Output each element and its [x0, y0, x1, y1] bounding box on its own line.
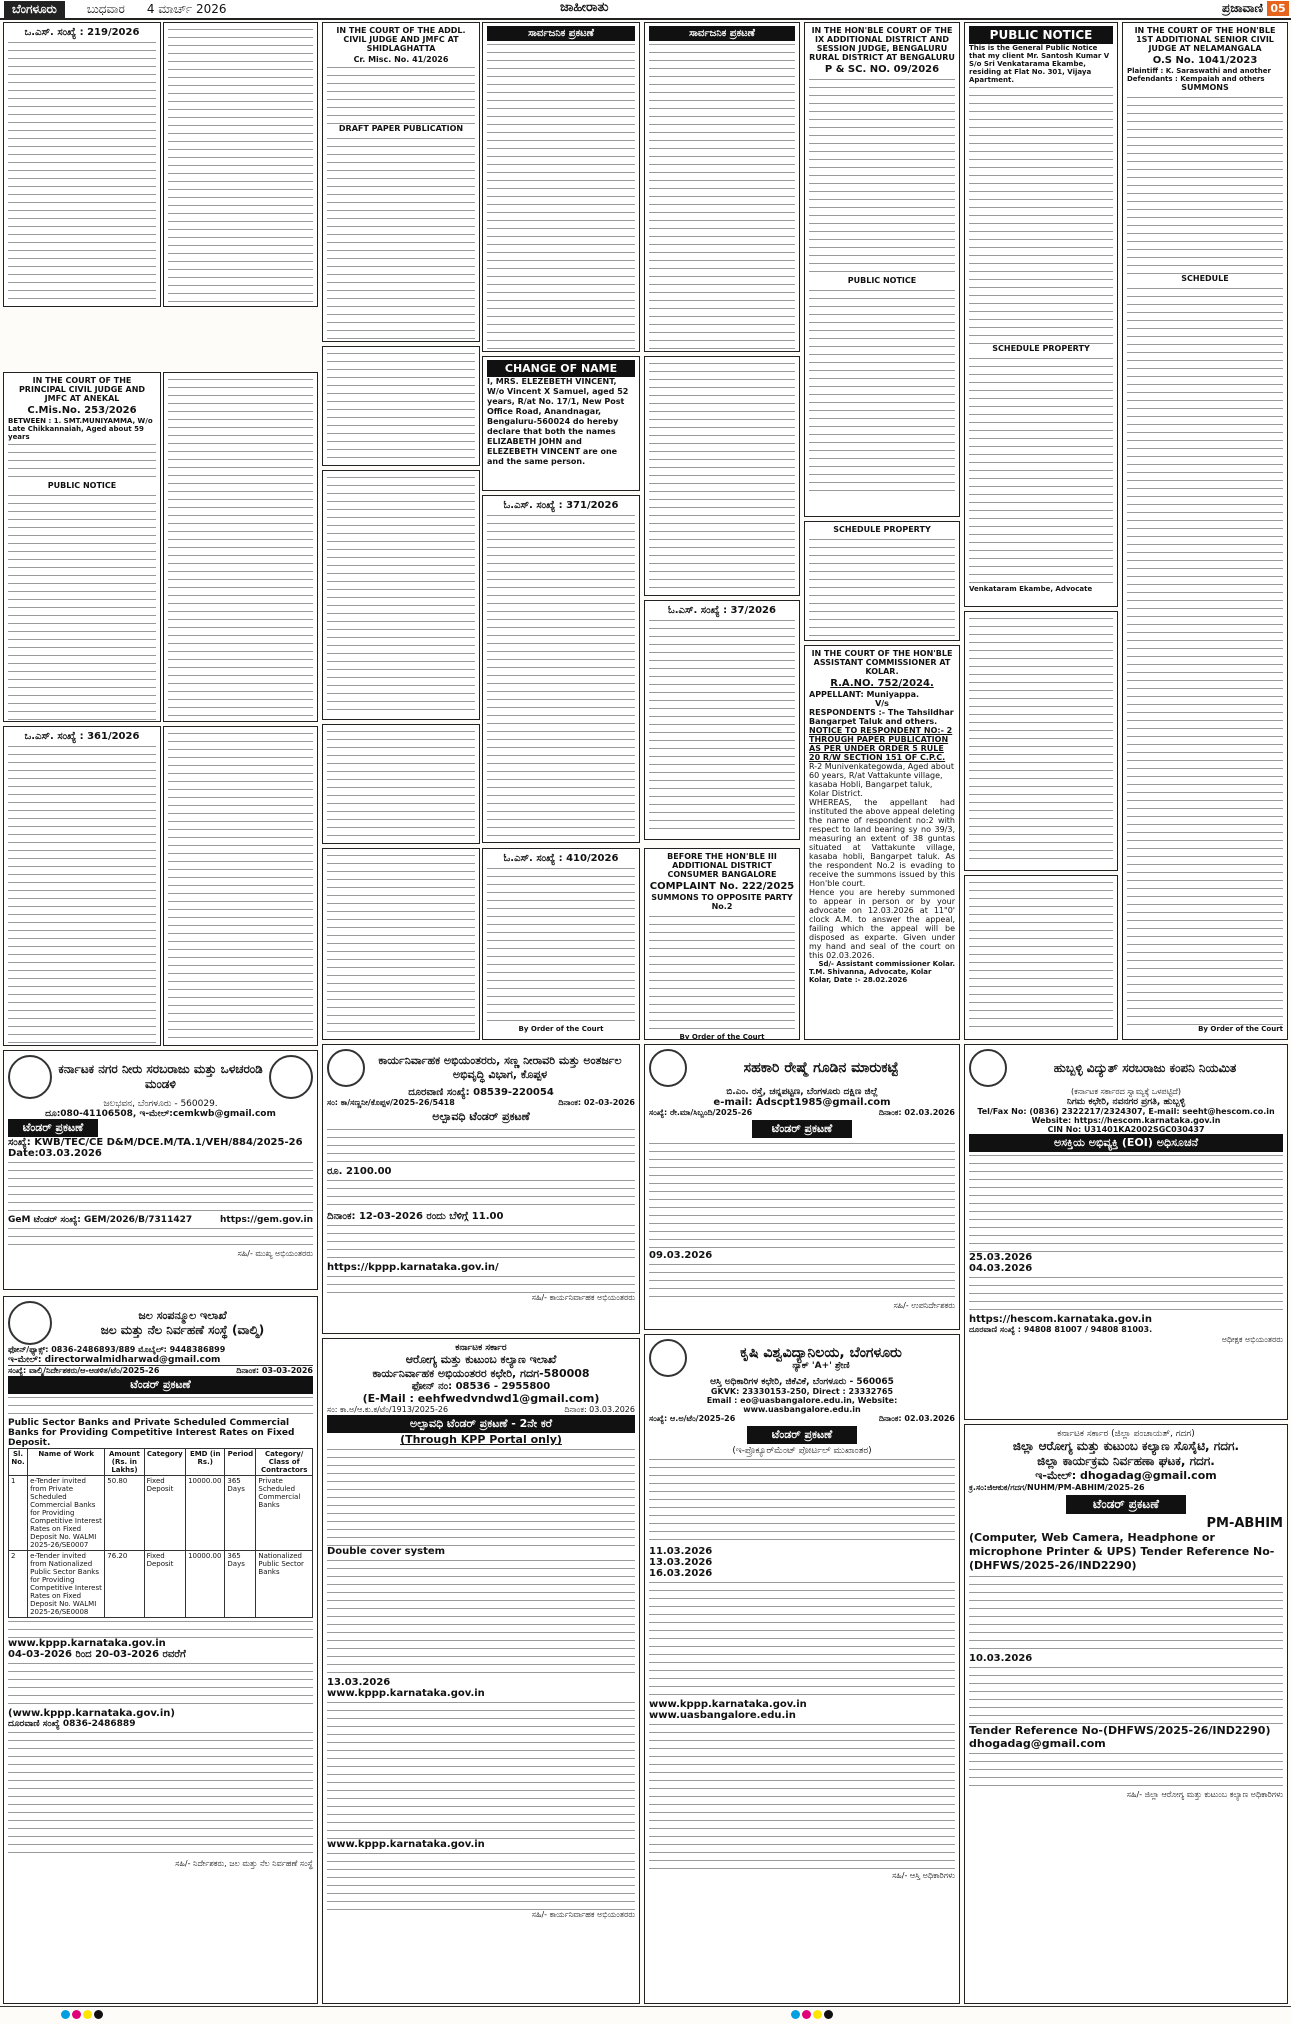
weekday: ಬುಧವಾರ [86, 1, 125, 16]
signature: By Order of the Court [1198, 1025, 1283, 1033]
cell: 365 Days [225, 1551, 256, 1618]
th-emd: EMD (in Rs.) [186, 1449, 225, 1476]
hence-text: Hence you are hereby summoned to appear in person or by your advocate on 12.03.2026 at 11"0' clock A.M. to answer the appeal, failing which the appeal will be disposed as exparte. Given under my hand and seal of the court on this 02.03.2026. [809, 888, 955, 960]
th-amount: Amount (Rs. in Lakhs) [105, 1449, 144, 1476]
date: 4 ಮಾರ್ಚ್ 2026 [146, 1, 227, 16]
due-date: 09.03.2026 [649, 1250, 713, 1261]
dates: ದಿನಾಂಕ: 12-03-2026 ರಂದು ಬೆಳಿಗ್ಗೆ 11.00 [327, 1211, 504, 1222]
cover-system: Double cover system [327, 1546, 446, 1557]
koppal-tender-ad [322, 1044, 640, 1334]
ref-date: ದಿನಾಂಕ: 02-03-2026 [558, 1098, 635, 1107]
address: ಆಸ್ತಿ ಅಧಿಕಾರಿಗಳ ಕಛೇರಿ, ಜಿಕೆವಿಕೆ, ಬೆಂಗಳೂರು - 560065 [710, 1377, 894, 1387]
date-2: 04.03.2026 [969, 1263, 1033, 1274]
portal-url-2[interactable]: (www.kppp.karnataka.gov.in) [8, 1708, 175, 1719]
ref-date: ದಿನಾಂಕ: 03-03-2026 [236, 1366, 313, 1375]
portal-url[interactable]: www.kppp.karnataka.gov.in [327, 1688, 485, 1699]
defendants: Defendants : Kempaiah and others [1127, 75, 1265, 83]
court-notice-6c [964, 875, 1118, 1040]
silk-market-tender-ad [644, 1044, 960, 1330]
court-notice-6b [964, 611, 1118, 871]
phone: ದೂರವಾಣಿ ಸಂಖ್ಯೆ: 08539-220054 [408, 1087, 554, 1098]
ref-number: ಕ್ರ.ಸಂ:ಜಿಆಕುಕ/ಗದಗ/NUHM/PM-ABHIM/2025-26 [969, 1483, 1145, 1492]
portal-url[interactable]: https://hescom.karnataka.gov.in [969, 1314, 1152, 1325]
tender-title: ಟೆಂಡರ್ ಪ್ರಕಟಣೆ [8, 1119, 98, 1137]
org-name: ಕಾರ್ಯನಿರ್ವಾಹಕ ಅಭಿಯಂತರರು, ಸಣ್ಣ ನೀರಾವರಿ ಮತ್ತು ಅಂತರ್ಜಲ ಅಭಿವೃದ್ಧಿ ವಿಭಾಗ, ಕೊಪ್ಪಳ [378, 1054, 622, 1081]
cell: 76.20 [105, 1551, 144, 1618]
email[interactable]: e-mail: Adscpt1985@gmail.com [713, 1097, 891, 1108]
tender-title: ಅಲ್ಪಾವಧಿ ಟೆಂಡರ್ ಪ್ರಕಟಣೆ [432, 1110, 530, 1123]
change-title: CHANGE OF NAME [487, 360, 635, 377]
case-number: COMPLAINT No. 222/2025 [649, 881, 795, 892]
portal-url-2[interactable]: www.uasbangalore.edu.in [649, 1710, 796, 1721]
tender-title: ಟೆಂಡರ್ ಪ್ರಕಟಣೆ [8, 1376, 313, 1394]
court-notice-1f [163, 726, 318, 1046]
email-2[interactable]: dhogadag@gmail.com [969, 1737, 1106, 1750]
court-notice-1d [163, 372, 318, 722]
notice-head: ಸಾರ್ವಜನಿಕ ಪ್ರಕಟಣೆ [649, 26, 795, 41]
signature: Sd/- Assistant commissioner Kolar. [818, 960, 955, 968]
tender-title: ಟೆಂಡರ್ ಪ್ರಕಟಣೆ [752, 1120, 852, 1138]
email[interactable]: ಇ-ಮೇಲ್: directorwalmidharwad@gmail.com [8, 1355, 221, 1365]
public-notice-ad [964, 22, 1118, 607]
scheme: PM-ABHIM [1206, 1516, 1283, 1531]
amount: ರೂ. 2100.00 [327, 1166, 392, 1177]
registration-marks-right [790, 2007, 834, 2024]
court-notice-shidlaghatta [322, 22, 480, 342]
org-sub: (ಕರ್ನಾಟಕ ಸರ್ಕಾರದ ಸ್ವಾಮ್ಯಕ್ಕೆ ಒಳಪಟ್ಟಿದೆ) [1071, 1087, 1181, 1096]
court-notice-4c [644, 600, 800, 840]
schedule-property [804, 521, 960, 641]
case-number: ಓ.ಎಸ್. ಸಂಖ್ಯೆ : 371/2026 [503, 500, 619, 511]
case-number: ಓ.ಎಸ್. ಸಂಖ್ಯೆ : 410/2026 [503, 853, 619, 864]
case-number: C.Mis.No. 253/2026 [27, 405, 137, 416]
schedule-title: SCHEDULE [1181, 274, 1229, 283]
notice-text: This is the General Public Notice that my client Mr. Santosh Kumar V S/o Sri Venkatarama Ekambe, residing at Flat No. 301, Vijaya Apartment. [969, 44, 1110, 84]
court-name: IN THE COURT OF THE HON'BLE 1ST ADDITIONAL SENIOR CIVIL JUDGE AT NELAMANGALA [1134, 26, 1276, 53]
email[interactable]: ಇ-ಮೇಲ್: dhogadag@gmail.com [1035, 1469, 1217, 1482]
signature: ಸಹಿ/- ಮುಖ್ಯ ಅಭಿಯಂತರರು [237, 1249, 313, 1258]
between-text: BETWEEN : 1. SMT.MUNIYAMMA, W/o Late Chikkannaiah, Aged about 59 years [8, 417, 153, 441]
cell: Fixed Deposit [144, 1551, 185, 1618]
gov-name: ಕರ್ನಾಟಕ ಸರ್ಕಾರ (ಜಿಲ್ಲಾ ಪಂಚಾಯತ್, ಗದಗ) [1057, 1429, 1195, 1439]
schedule-title: SCHEDULE PROPERTY [992, 344, 1090, 353]
notice-title: PUBLIC NOTICE [47, 481, 117, 490]
org-name: ಆರೋಗ್ಯ ಮತ್ತು ಕುಟುಂಬ ಕಲ್ಯಾಣ ಇಲಾಖೆ [405, 1353, 557, 1366]
paper-name: ಪ್ರಜಾವಾಣಿ [1222, 1, 1263, 15]
due-date: 10.03.2026 [969, 1653, 1033, 1664]
notice-title: PUBLIC NOTICE [847, 276, 917, 285]
phone: ದೂರವಾಣಿ ಸಂಖ್ಯೆ : 94808 81007 / 94808 81003. [969, 1325, 1153, 1334]
signature: ಸಹಿ/- ಕಾರ್ಯನಿರ್ವಾಹಕ ಅಭಿಯಂತರರು [531, 1910, 635, 1919]
ref-date: Date:03.03.2026 [8, 1148, 102, 1159]
tender-title: ಟೆಂಡರ್ ಪ್ರಕಟಣೆ [1066, 1495, 1186, 1514]
court-notice-1b [163, 22, 318, 307]
org-name: ಸಹಕಾರಿ ರೇಷ್ಮೆ ಗೂಡಿನ ಮಾರುಕಟ್ಟೆ [743, 1060, 899, 1076]
address: ಬಿ.ಎಂ. ರಸ್ತೆ, ಚನ್ನಪಟ್ಟಣ, ಬೆಂಗಳೂರು ದಕ್ಷಿಣ ಜಿಲ್ಲೆ [726, 1087, 878, 1097]
th-slno: Sl. No. [9, 1449, 28, 1476]
gadag-fw-tender-ad [322, 1338, 640, 2004]
ref-number: ಸಂಖ್ಯೆ: KWB/TEC/CE D&M/DCE.M/TA.1/VEH/884/2025-26 [8, 1137, 303, 1148]
court-notice-anekal [3, 372, 161, 722]
org-sub: ಜಲ ಮತ್ತು ನೆಲ ನಿರ್ವಹಣೆ ಸಂಸ್ಥೆ (ವಾಲ್ಮಿ) [100, 1322, 265, 1337]
case-number: Cr. Misc. No. 41/2026 [353, 55, 449, 64]
schedule-title: SCHEDULE PROPERTY [833, 525, 931, 534]
case-number: ಓ.ಎಸ್. ಸಂಖ್ಯೆ : 37/2026 [668, 605, 776, 616]
signature: By Order of the Court [518, 1025, 604, 1033]
karnataka-emblem-icon [8, 1301, 52, 1345]
email[interactable]: (E-Mail : eehfwedvndwd1@gmail.com) [362, 1392, 600, 1405]
appellant: APPELLANT: Muniyappa. [809, 690, 920, 699]
court-notice-4a [644, 22, 800, 352]
uas-tender-ad [644, 1334, 960, 2004]
due-date: 13.03.2026 [327, 1677, 391, 1688]
page-number: 05 [1267, 1, 1289, 16]
registration-marks-left [60, 2007, 104, 2024]
cin: CIN No: U31401KA2002SGC030437 [1047, 1125, 1205, 1134]
org-name: ಕೃಷಿ ವಿಶ್ವವಿದ್ಯಾನಿಲಯ, ಬೆಂಗಳೂರು [740, 1345, 902, 1361]
case-number: P & SC. NO. 09/2026 [824, 64, 940, 75]
section-title: ಜಾಹೀರಾತು [560, 0, 609, 15]
notice-heading: NOTICE TO RESPONDENT NO:- 2 THROUGH PAPER PUBLICATION AS PER UNDER ORDER 5 RULE 20 R/W SECTION 151 OF C.P.C. [809, 726, 953, 762]
court-notice-kolar-ac [804, 645, 960, 1040]
table-row [9, 1476, 313, 1551]
date-3: 16.03.2026 [649, 1568, 713, 1579]
signature: ಸಹಿ/- ಆಸ್ತಿ ಅಧಿಕಾರಿಗಳು [892, 1871, 955, 1880]
court-notice-bengaluru-rural [804, 22, 960, 517]
phone: GKVK: 23330153-250, Direct : 23332765 [710, 1387, 894, 1396]
date-2: 13.03.2026 [649, 1557, 713, 1568]
address: ಜಲಭವನ, ಬೆಂಗಳೂರು - 560029. [103, 1099, 218, 1109]
tender-table [8, 1448, 313, 1618]
ref-date: ದಿನಾಂಕ: 02.03.2026 [878, 1108, 955, 1117]
gem-url[interactable]: https://gem.gov.in [220, 1215, 313, 1225]
page-header [0, 0, 1291, 20]
org-sub: ಜಿಲ್ಲಾ ಕಾರ್ಯಕ್ರಮ ನಿರ್ವಹಣಾ ಘಟಕ, ಗದಗ. [1037, 1454, 1215, 1468]
tender-title: ಅಲ್ಪಾವಧಿ ಟೆಂಡರ್ ಪ್ರಕಟಣೆ - 2ನೇ ಕರೆ [327, 1415, 635, 1433]
org-name: ಜಿಲ್ಲಾ ಆರೋಗ್ಯ ಮತ್ತು ಕುಟುಂಬ ಕಲ್ಯಾಣ ಸೊಸೈಟಿ, ಗದಗ. [1012, 1439, 1240, 1453]
org-name: ಜಲ ಸಂಪನ್ಮೂಲ ಇಲಾಖೆ [138, 1308, 227, 1322]
items: (Computer, Web Camera, Headphone or microphone Printer & UPS) Tender Reference No-(DHFWS/2025-26/IND2290) [969, 1531, 1275, 1572]
ref-number: ಸಂಖ್ಯೆ: ವಾಲ್ಮಿ/ನಿರ್ದೇಶಕರು/ಆ-ಆಡಳಿತ/ಟೆಂ/2025-26 [8, 1366, 160, 1375]
tel: Tel/Fax No: (0836) 2322217/2324307, E-mail: seeht@hescom.co.in [977, 1107, 1275, 1116]
court-notice-1a [3, 22, 161, 307]
cell: 1 [9, 1476, 28, 1551]
court-notice-2c [322, 470, 480, 720]
contact: ದೂ:080-41106508, ಇ-ಮೇಲ್:cemkwb@gmail.com [45, 1109, 276, 1119]
tender-title: ಟೆಂಡರ್ ಪ್ರಕಟಣೆ [747, 1426, 857, 1444]
phone: ಫೋನ್ ನಂ: 08536 - 2955800 [411, 1381, 551, 1392]
ref-number: ಸಂಖ್ಯೆ: ಆ.ಅ/ಟೆಂ/2025-26 [649, 1414, 736, 1423]
notice-title: PUBLIC NOTICE [969, 26, 1113, 44]
web[interactable]: Email : eo@uasbangalore.edu.in, Website: www.uasbangalore.edu.in [706, 1396, 898, 1414]
court-name: IN THE COURT OF THE HON'BLE ASSISTANT COMMISSIONER AT KOLAR. [811, 649, 953, 676]
tender-sub: (ಇ-ಪ್ರೊಕ್ಯೂರ್‌ಮೆಂಟ್ ಪೋರ್ಟಲ್ ಮುಖಾಂತರ) [732, 1446, 872, 1456]
case-number: R.A.NO. 752/2024. [830, 678, 934, 689]
grade: ನ್ಯಾಕ್ 'A+' ಶ್ರೇಣಿ [792, 1361, 850, 1371]
tender-note: Public Sector Banks and Private Scheduled Commercial Banks for Providing Competitive Interest Rates on Fixed Deposit. [8, 1418, 295, 1448]
portal-url[interactable]: www.kppp.karnataka.gov.in [649, 1699, 807, 1710]
court-name: IN THE HON'BLE COURT OF THE IX ADDITIONAL DISTRICT AND SESSION JUDGE, BENGALURU RURAL DISTRICT AT BENGALURU [809, 26, 955, 62]
date-1: 11.03.2026 [649, 1546, 713, 1557]
ref-date: ದಿನಾಂಕ: 03.03.2026 [564, 1405, 635, 1414]
signature: ಸಹಿ/- ಕಾರ್ಯನಿರ್ವಾಹಕ ಅಭಿಯಂತರರು [531, 1293, 635, 1302]
case-number: ಒ.ಎಸ್. ಸಂಖ್ಯೆ : 219/2026 [24, 27, 140, 38]
org-name: ಹುಬ್ಬಳ್ಳಿ ವಿದ್ಯುತ್ ಸರಬರಾಜು ಕಂಪನಿ ನಿಯಮಿತ [1053, 1060, 1237, 1075]
cell: 10000.00 [186, 1476, 225, 1551]
case-number: O.S No. 1041/2023 [1152, 55, 1258, 66]
kuwssb-logo-icon [8, 1055, 52, 1099]
web[interactable]: Website: https://hescom.karnataka.gov.in [1031, 1116, 1221, 1125]
plaintiff: Plaintiff : K. Saraswathi and another [1127, 67, 1271, 75]
tender-title: ಅಸಕ್ತಿಯ ಅಭಿವ್ಯಕ್ತಿ (EOI) ಅಧಿಸೂಚನೆ [969, 1134, 1283, 1152]
th-work: Name of Work [28, 1449, 105, 1476]
ref-number: ಸಂಖ್ಯೆ: ರೇ.ಮಾ/ಸಿಬ್ಬಂದಿ/2025-26 [649, 1108, 753, 1117]
respondents: RESPONDENTS :- The Tahsildhar Bangarpet Taluk and others. [809, 708, 954, 726]
gov-name: ಕರ್ನಾಟಕ ಸರ್ಕಾರ [455, 1343, 507, 1353]
cell: Fixed Deposit [144, 1476, 185, 1551]
signature: ಸಹಿ/- ಜಿಲ್ಲಾ ಆರೋಗ್ಯ ಮತ್ತು ಕುಟುಂಬ ಕಲ್ಯಾಣ ಅಧಿಕಾರಿಗಳು [1126, 1790, 1283, 1799]
place-date: Kolar, Date :- 28.02.2026 [809, 976, 908, 984]
publication-title: DRAFT PAPER PUBLICATION [338, 124, 464, 133]
court-notice-1e [3, 726, 161, 1046]
consumer-court-notice [644, 848, 800, 1040]
cell: e-Tender invited from Nationalized Public Sector Banks for Providing Competitive Interest Rates on Fixed Deposit No. WALMI 2025-26/SE0008 [28, 1551, 105, 1618]
court-name: IN THE COURT OF THE PRINCIPAL CIVIL JUDGE AND JMFC AT ANEKAL [18, 376, 146, 403]
case-number: ಒ.ಎಸ್. ಸಂಖ್ಯೆ : 361/2026 [24, 731, 140, 742]
notice-head: ಸಾರ್ವಜನಿಕ ಪ್ರಕಟಣೆ [487, 26, 635, 41]
hescom-logo-icon [969, 1049, 1007, 1087]
signature: ಸಹಿ/- ಉಪನಿರ್ದೇಶಕರು [893, 1301, 955, 1310]
change-of-name-ad [482, 356, 640, 491]
cell: Private Scheduled Commercial Banks [256, 1476, 313, 1551]
table-row [9, 1551, 313, 1618]
signature: By Order of the Court [679, 1033, 765, 1040]
ref-number: ಸಂ: ಕಾ/ಸಣ್ಣನೀ/ಕೊಪ್ಪಳ/2025-26/5418 [327, 1098, 455, 1107]
date-range: 04-03-2026 ರಿಂದ 20-03-2026 ರವರೆಗೆ [8, 1649, 186, 1660]
cell: Nationalized Public Sector Banks [256, 1551, 313, 1618]
gem-number: GeM ಟೆಂಡರ್ ಸಂಖ್ಯೆ: GEM/2026/B/7311427 [8, 1215, 193, 1225]
th-class: Category/ Class of Contractors [256, 1449, 313, 1476]
portal-url-2[interactable]: www.kppp.karnataka.gov.in [327, 1839, 485, 1850]
cell: 365 Days [225, 1476, 256, 1551]
court-notice-2e [322, 848, 480, 1040]
emblem-icon [327, 1049, 365, 1087]
gadag-dh-tender-ad [964, 1424, 1288, 2004]
summons-title: SUMMONS TO OPPOSITE PARTY No.2 [651, 893, 793, 911]
court-name: IN THE COURT OF THE ADDL. CIVIL JUDGE AND JMFC AT SHIDLAGHATTA [336, 26, 466, 53]
ref-number-2: Tender Reference No-(DHFWS/2025-26/IND2290) [969, 1724, 1271, 1737]
hescom-eoi-ad [964, 1044, 1288, 1420]
page-footer [0, 2006, 1291, 2023]
phone-2: ದೂರವಾಣಿ ಸಂಖ್ಯೆ 0836-2486889 [8, 1719, 136, 1729]
cell: e-Tender invited from Private Scheduled Commercial Banks for Providing Competitive Interest Rates on Fixed Deposit No. WALMI 2025-26/SE0007 [28, 1476, 105, 1551]
uas-logo-icon [649, 1339, 687, 1377]
whereas-text: WHEREAS, the appellant had instituted the above appeal deleting the name of respondent no:2 with respect to land bearing sy no 39/3, measuring an extent of 38 guntas situated at Vattakunte village, kasaba hobli, Bangarpet taluk. As the respondent No.2 is evading to receive the summons issued by this Hon'ble court. [809, 798, 955, 888]
address: ನಿಗಮ ಕಛೇರಿ, ನವನಗರ ಪ್ರಗತಿ, ಹುಬ್ಬಳ್ಳಿ [1066, 1097, 1186, 1107]
city-label: ಬೆಂಗಳೂರು [4, 1, 65, 18]
court-notice-2b [322, 346, 480, 466]
portal-url[interactable]: www.kppp.karnataka.gov.in [8, 1638, 166, 1649]
court-notice-2d [322, 724, 480, 844]
advocate: T.M. Shivanna, Advocate, Kolar [809, 968, 932, 976]
walmi-tender-ad [3, 1296, 318, 2004]
court-notice-3a [482, 22, 640, 352]
org-name: ಕರ್ನಾಟಕ ನಗರ ನೀರು ಸರಬರಾಜು ಮತ್ತು ಒಳಚರಂಡಿ ಮಂಡಳಿ [58, 1062, 263, 1091]
portal-url[interactable]: https://kppp.karnataka.gov.in/ [327, 1262, 499, 1273]
cell: 50.80 [105, 1476, 144, 1551]
ref-number: ಸಂ: ಕಾ.ಅ/ಆ.ಕು.ಕ/ಟೆಂ/1913/2025-26 [327, 1405, 449, 1414]
respondent-2: R-2 Munivenkategowda, Aged about 60 years, R/at Vattakunte village, kasaba Hobli, Bangarpet taluk, Kolar District. [809, 762, 954, 798]
signature: Venkataram Ekambe, Advocate [969, 585, 1093, 593]
summons-title: SUMMONS [1181, 83, 1229, 92]
cell: 2 [9, 1551, 28, 1618]
portal-note: (Through KPP Portal only) [400, 1433, 562, 1446]
change-text: I, MRS. ELEZEBETH VINCENT, W/o Vincent X Samuel, aged 52 years, R/at No. 17/1, New Post Office Road, Anandnagar, Bengaluru-560024 do hereby declare that both the names ELIZABETH JOHN and ELEZEBETH VINCENT are one and the same person. [487, 377, 629, 466]
signature: ಅಧೀಕ್ಷಕ ಅಭಿಯಂತರರು [1221, 1335, 1283, 1344]
phone: ಫೋನ್/ಫ್ಯಾಕ್ಸ್: 0836-2486893/889 ಮೊಬೈಲ್: 9448386899 [8, 1345, 226, 1354]
emblem-icon [269, 1055, 313, 1099]
kuwssb-tender-ad [3, 1050, 318, 1290]
court-notice-nelamangala [1122, 22, 1288, 1040]
cell: 10000.00 [186, 1551, 225, 1618]
versus: V/s [875, 699, 889, 708]
th-period: Period [225, 1449, 256, 1476]
ref-date: ದಿನಾಂಕ: 02.03.2026 [878, 1414, 955, 1423]
court-notice-4b [644, 356, 800, 596]
date-1: 25.03.2026 [969, 1252, 1033, 1263]
signature: ಸಹಿ/- ನಿರ್ದೇಶಕರು, ಜಲ ಮತ್ತು ನೆಲ ನಿರ್ವಹಣೆ ಸಂಸ್ಥೆ [175, 1859, 313, 1868]
th-category: Category [144, 1449, 185, 1476]
silk-logo-icon [649, 1049, 687, 1087]
court-notice-3d [482, 848, 640, 1040]
office: ಕಾರ್ಯನಿರ್ವಾಹಕ ಅಭಿಯಂತರರ ಕಛೇರಿ, ಗದಗ-580008 [372, 1367, 590, 1380]
court-name: BEFORE THE HON'BLE III ADDITIONAL DISTRICT CONSUMER BANGALORE [667, 852, 777, 879]
court-notice-3c [482, 495, 640, 843]
